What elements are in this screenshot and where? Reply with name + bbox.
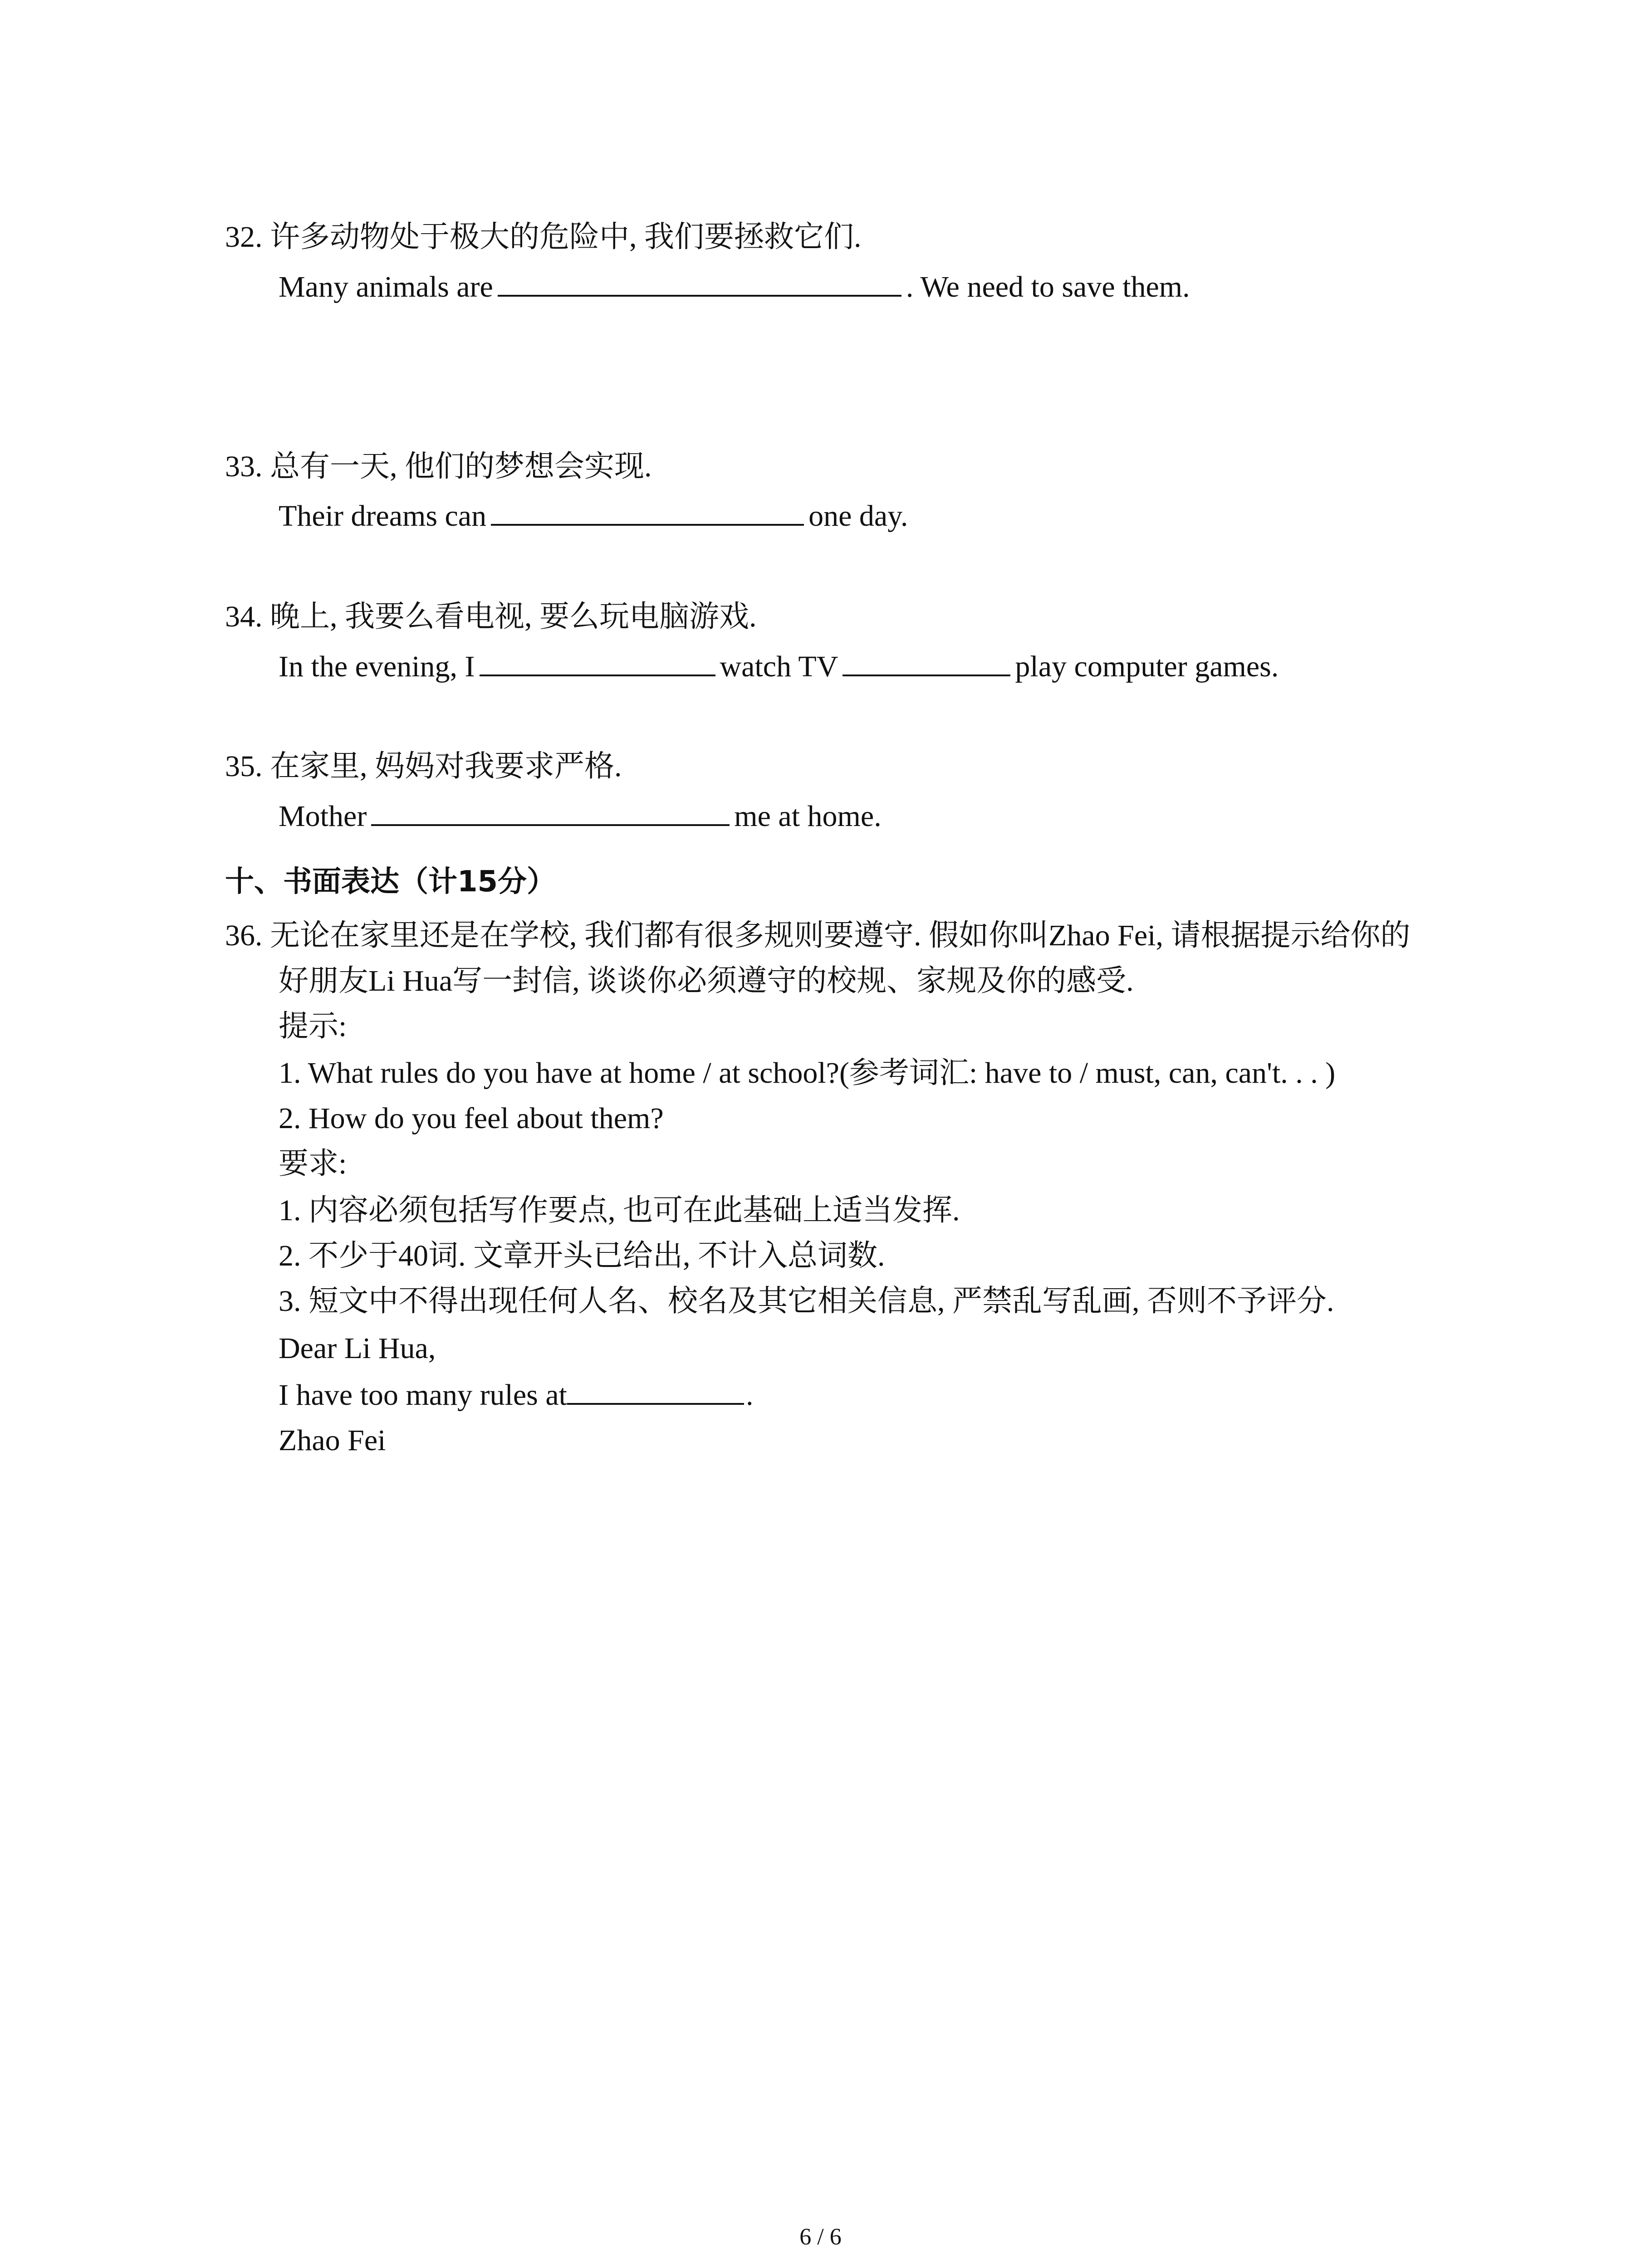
q36-line2: 好朋友Li Hua写一封信, 谈谈你必须遵守的校规、家规及你的感受. xyxy=(279,964,1134,997)
q36-number: 36. xyxy=(225,919,263,952)
q33-answer-blank[interactable] xyxy=(491,521,804,526)
q33-chinese: 总有一天, 他们的梦想会实现. xyxy=(270,450,652,483)
q36-instruction-line1 xyxy=(225,921,1410,951)
q35-chinese: 在家里, 妈妈对我要求严格. xyxy=(270,750,622,783)
q32-prompt xyxy=(225,222,862,252)
letter-signature: Zhao Fei xyxy=(279,1424,386,1457)
q33-text-after: one day. xyxy=(808,499,908,533)
q35-prompt xyxy=(225,752,622,782)
page-number: 6 / 6 xyxy=(799,2224,842,2250)
letter-opening xyxy=(279,1380,753,1410)
letter-salutation: Dear Li Hua, xyxy=(279,1332,436,1365)
q34-number: 34. xyxy=(225,600,263,633)
q36-requirement-label: 要求: xyxy=(279,1147,347,1180)
q35-answer-blank[interactable] xyxy=(371,821,730,826)
q36-line1: 无论在家里还是在学校, 我们都有很多规则要遵守. 假如你叫Zhao Fei, 请根据提示给你的 xyxy=(270,919,1411,952)
q33-sentence xyxy=(279,501,908,531)
q34-text-mid: watch TV xyxy=(720,650,838,683)
q34-answer-blank-1[interactable] xyxy=(480,672,715,676)
letter-opening-blank[interactable] xyxy=(567,1400,744,1405)
q36-requirement1: 1. 内容必须包括写作要点, 也可在此基础上适当发挥. xyxy=(279,1194,960,1227)
q32-sentence xyxy=(279,272,1190,302)
q33-text-before: Their dreams can xyxy=(279,499,487,533)
q35-text-before: Mother xyxy=(279,800,367,833)
q34-chinese: 晚上, 我要么看电视, 要么玩电脑游戏. xyxy=(270,600,757,633)
letter-opening-text: I have too many rules at xyxy=(279,1378,567,1412)
letter-opening-period: . xyxy=(745,1378,754,1412)
q36-hint1: 1. What rules do you have at home / at school?(参考词汇: have to / must, can, can't. . . ) xyxy=(279,1056,1336,1090)
q34-text-before: In the evening, I xyxy=(279,650,475,683)
q32-answer-blank[interactable] xyxy=(498,292,901,297)
q34-text-after: play computer games. xyxy=(1015,650,1279,683)
q35-sentence xyxy=(279,802,882,831)
q36-requirement2: 2. 不少于40词. 文章开头已给出, 不计入总词数. xyxy=(279,1239,885,1272)
q35-text-after: me at home. xyxy=(734,800,882,833)
q34-answer-blank-2[interactable] xyxy=(843,672,1010,676)
q36-hint2: 2. How do you feel about them? xyxy=(279,1102,664,1135)
q32-text-after: . We need to save them. xyxy=(906,270,1190,303)
q36-requirement3: 3. 短文中不得出现任何人名、校名及其它相关信息, 严禁乱写乱画, 否则不予评分. xyxy=(279,1285,1334,1318)
q33-prompt xyxy=(225,452,652,482)
section-heading: 十、书面表达（计15分） xyxy=(225,865,556,899)
q33-number: 33. xyxy=(225,450,263,483)
q36-hint-label: 提示: xyxy=(279,1010,347,1043)
q34-prompt xyxy=(225,602,757,632)
q32-chinese: 许多动物处于极大的危险中, 我们要拯救它们. xyxy=(270,220,862,254)
q35-number: 35. xyxy=(225,750,263,783)
q32-text-before: Many animals are xyxy=(279,270,493,303)
q32-number: 32. xyxy=(225,220,263,254)
q34-sentence xyxy=(279,652,1279,682)
